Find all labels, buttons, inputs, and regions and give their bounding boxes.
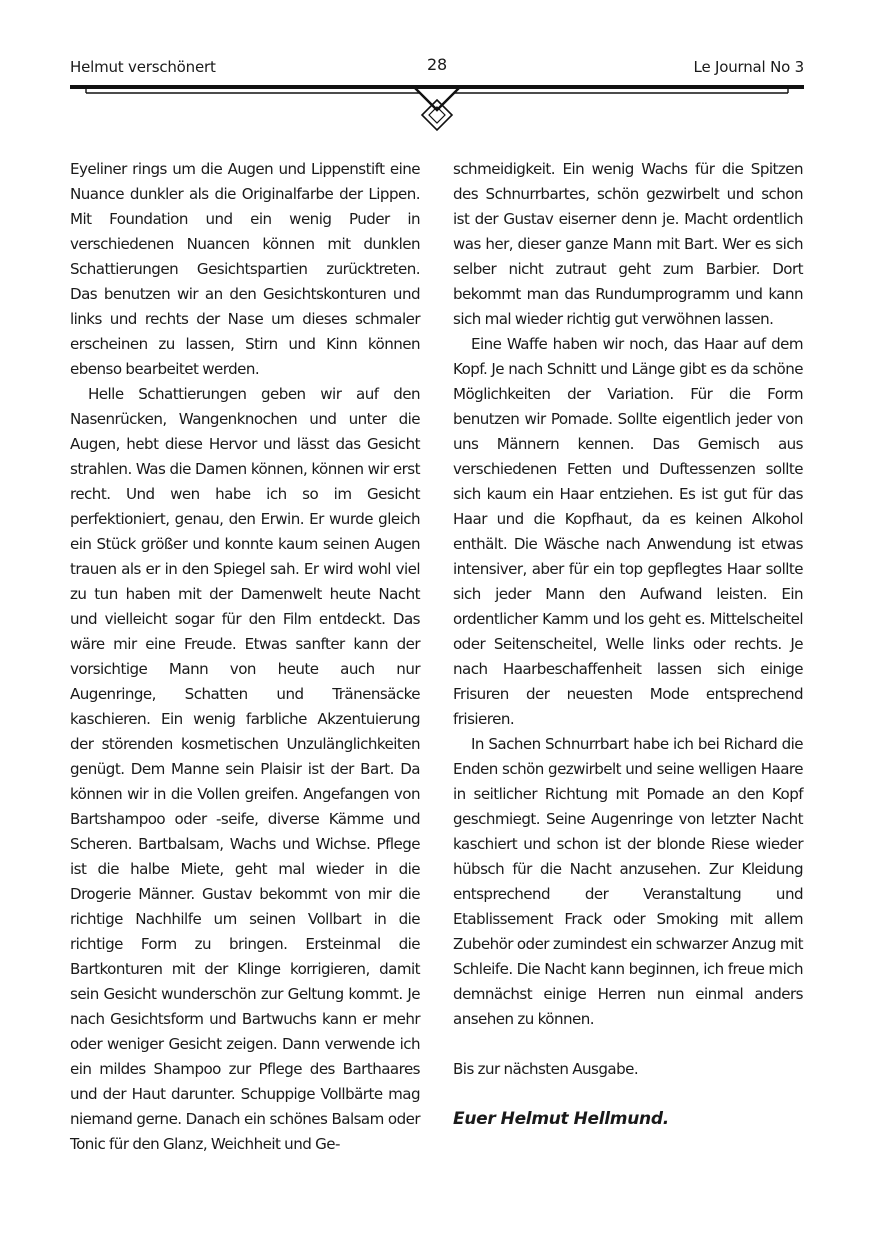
running-header-journal: Le Journal No 3: [693, 58, 804, 76]
paragraph: schmeidigkeit. Ein wenig Wachs für die Spitzen des Schnurrbartes, schön gezwirbelt und schon ist der Gustav eiserner denn je. Macht ordentlich was her, dieser ganze Mann mit Bart. Wer es sich selber nicht zutraut geht zum Barbier. Dort bekommt man das Rundumprogramm und kann sich mal wieder richtig gut verwöhnen lassen.: [453, 160, 803, 328]
paragraph: Eyeliner rings um die Augen und Lippenstift eine Nuance dunkler als die Originalfarbe der Lippen. Mit Foundation und ein wenig Puder in verschiedenen Nuancen können mit dunklen Schattierungen Gesichtspartien zurücktreten. Das benutzen wir an den Gesichtskonturen und links und rechts der Nase um dieses schmaler erscheinen zu lassen, Stirn und Kinn können ebenso bearbeitet werden.: [70, 160, 420, 378]
page-number: 28: [427, 55, 447, 74]
closing-line: Bis zur nächsten Ausgabe.: [453, 1060, 639, 1078]
header-ornament-rule: [0, 76, 874, 136]
article-column-left: [70, 157, 420, 1157]
paragraph: Eine Waffe haben wir noch, das Haar auf dem Kopf. Je nach Schnitt und Länge gibt es da schöne Möglichkeiten der Variation. Für die Form benutzen wir Pomade. Sollte eigentlich jeder von uns Männern kennen. Das Gemisch aus verschiedenen Fetten und Duftessenzen sollte sich kaum ein Haar entziehen. Es ist gut für das Haar und die Kopfhaut, da es keinen Alkohol enthält. Die Wäsche nach Anwendung ist etwas intensiver, aber für ein top gepflegtes Haar sollte sich jeder Mann den Aufwand leisten. Ein ordentlicher Kamm und los geht es. Mittelscheitel oder Seitenscheitel, Welle links oder rechts. Je nach Haarbeschaffenheit lassen sich einige Frisuren der neuesten Mode entsprechend frisieren.: [453, 335, 803, 728]
paragraph: In Sachen Schnurrbart habe ich bei Richard die Enden schön gezwirbelt und seine welligen Haare in seitlicher Richtung mit Pomade an den Kopf geschmiegt. Seine Augenringe von letzter Nacht kaschiert und schon ist der blonde Riese wieder hübsch für die Nacht anzusehen. Zur Kleidung entsprechend der Veranstaltung und Etablissement Frack oder Smoking mit allem Zubehör oder zumindest ein schwarzer Anzug mit Schleife. Die Nacht kann beginnen, ich freue mich demnächst einige Herren nun einmal anders ansehen zu können.: [453, 735, 803, 1028]
running-header-title: Helmut verschönert: [70, 58, 216, 76]
paragraph: Helle Schattierungen geben wir auf den Nasenrücken, Wangenknochen und unter die Augen, hebt diese Hervor und lässt das Gesicht strahlen. Was die Damen können, können wir erst recht. Und wen habe ich so im Gesicht perfektioniert, genau, den Erwin. Er wurde gleich ein Stück größer und konnte kaum seinen Augen trauen als er in den Spiegel sah. Er wird wohl viel zu tun haben mit der Damenwelt heute Nacht und vielleicht sogar für den Film entdeckt. Das wäre mir eine Freude. Etwas sanfter kann der vorsichtige Mann von heute auch nur Augenringe, Schatten und Tränensäcke kaschieren. Ein wenig farbliche Akzentuierung der störenden kosmetischen Unzulänglichkeiten genügt. Dem Manne sein Plaisir ist der Bart. Da können wir in die Vollen greifen. Angefangen von Bartshampoo oder -seife, diverse Kämme und Scheren. Bartbalsam, Wachs und Wichse. Pflege ist die halbe Miete, geht mal wieder in die Drogerie Männer. Gustav bekommt von mir die richtige Nachhilfe um seinen Vollbart in die richtige Form zu bringen. Ersteinmal die Bartkonturen mit der Klinge korrigieren, damit sein Gesicht wunderschön zur Geltung kommt. Je nach Gesichtsform und Bartwuchs kann er mehr oder weniger Gesicht zeigen. Dann verwende ich ein mildes Shampoo zur Pflege des Barthaares und der Haut darunter. Schuppige Vollbärte mag niemand gerne. Danach ein schönes Balsam oder Tonic für den Glanz, Weichheit und Ge-: [70, 385, 420, 1153]
ornament-diamond: [422, 100, 452, 130]
article-column-right: [453, 157, 803, 1132]
author-signature: Euer Helmut Hellmund.: [453, 1109, 669, 1129]
